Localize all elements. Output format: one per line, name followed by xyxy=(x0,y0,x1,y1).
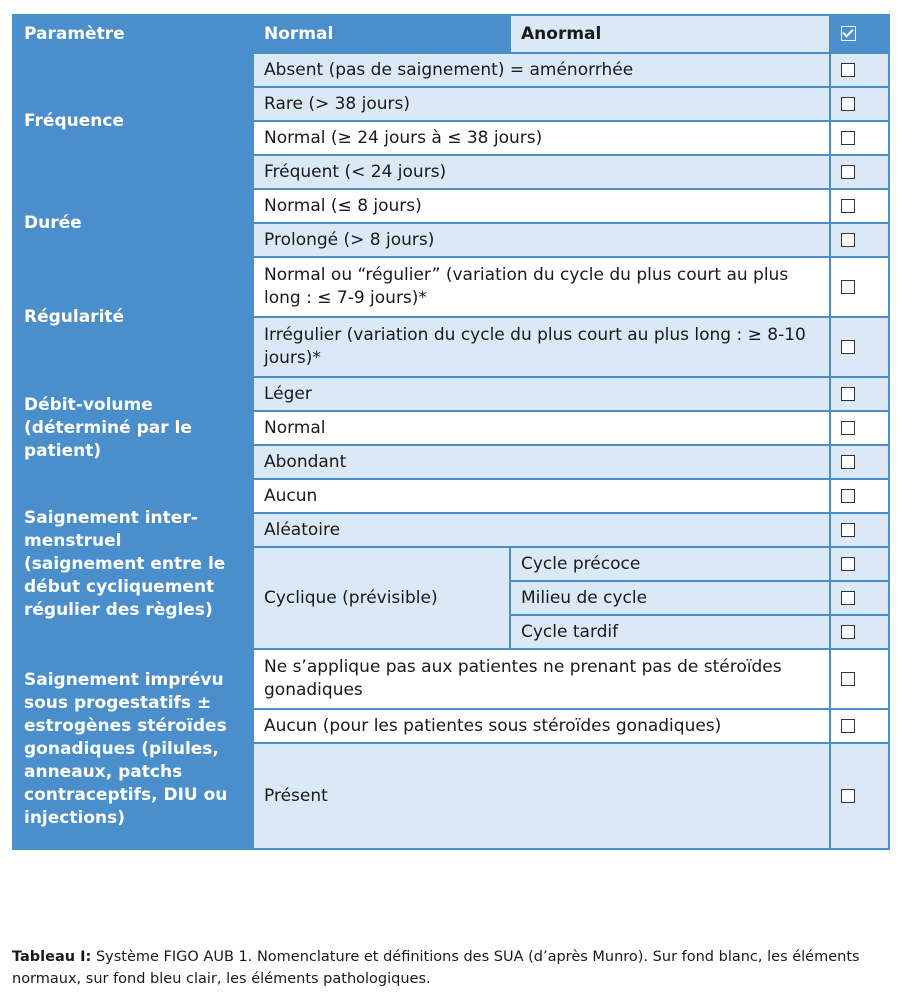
row-label: Normal (≤ 8 jours) xyxy=(253,189,830,223)
row-label: Prolongé (> 8 jours) xyxy=(253,223,830,257)
row-checkbox[interactable] xyxy=(830,155,889,189)
table-row xyxy=(13,479,889,513)
row-label: Ne s’applique pas aux patientes ne prenant pas de stéroïdes gonadiques xyxy=(253,649,830,709)
row-label: Irrégulier (variation du cycle du plus court au plus long : ≥ 8-10 jours)* xyxy=(253,317,830,377)
row-checkbox[interactable] xyxy=(830,189,889,223)
checkbox-icon xyxy=(841,672,855,686)
table-row xyxy=(13,257,889,317)
row-checkbox[interactable] xyxy=(830,743,889,849)
row-checkbox[interactable] xyxy=(830,513,889,547)
checkbox-icon xyxy=(841,625,855,639)
checkbox-icon xyxy=(841,340,855,354)
checkbox-icon xyxy=(841,523,855,537)
row-checkbox[interactable] xyxy=(830,317,889,377)
row-label: Normal (≥ 24 jours à ≤ 38 jours) xyxy=(253,121,830,155)
row-checkbox[interactable] xyxy=(830,411,889,445)
checkbox-icon xyxy=(841,557,855,571)
row-label: Aléatoire xyxy=(253,513,830,547)
checkbox-icon xyxy=(841,131,855,145)
checkbox-icon xyxy=(841,165,855,179)
row-label: Aucun (pour les patientes sous stéroïdes gonadiques) xyxy=(253,709,830,743)
header-anormal: Anormal xyxy=(510,15,830,53)
table-caption xyxy=(12,946,888,990)
row-label: Absent (pas de saignement) = aménorrhée xyxy=(253,53,830,87)
row-label: Normal xyxy=(253,411,830,445)
checkbox-icon xyxy=(841,199,855,213)
row-checkbox[interactable] xyxy=(830,709,889,743)
row-checkbox[interactable] xyxy=(830,581,889,615)
row-label: Léger xyxy=(253,377,830,411)
checkbox-icon xyxy=(841,455,855,469)
table-header-row xyxy=(13,15,889,53)
row-label: Présent xyxy=(253,743,830,849)
checkbox-icon xyxy=(841,63,855,77)
row-sublabel: Cycle tardif xyxy=(510,615,830,649)
row-label: Abondant xyxy=(253,445,830,479)
row-sublabel: Milieu de cycle xyxy=(510,581,830,615)
row-checkbox[interactable] xyxy=(830,53,889,87)
row-checkbox[interactable] xyxy=(830,223,889,257)
checkbox-icon xyxy=(841,789,855,803)
row-checkbox[interactable] xyxy=(830,257,889,317)
header-normal: Normal xyxy=(253,15,510,53)
checkbox-icon xyxy=(841,421,855,435)
checkbox-icon xyxy=(841,97,855,111)
row-checkbox[interactable] xyxy=(830,121,889,155)
row-checkbox[interactable] xyxy=(830,87,889,121)
row-checkbox[interactable] xyxy=(830,649,889,709)
row-checkbox[interactable] xyxy=(830,547,889,581)
figo-table xyxy=(12,14,890,850)
row-sublabel: Cycle précoce xyxy=(510,547,830,581)
param-regularite: Régularité xyxy=(13,257,253,377)
caption-text: Système FIGO AUB 1. Nomenclature et définitions des SUA (d’après Munro). Sur fond blanc, les éléments normaux, sur fond bleu clair, les éléments pathologiques. xyxy=(12,949,860,987)
table-row xyxy=(13,53,889,87)
header-parametre: Paramètre xyxy=(13,15,253,53)
checkbox-icon xyxy=(841,591,855,605)
param-duree: Durée xyxy=(13,189,253,257)
param-intermenstruel: Saignement inter-menstruel (saignement entre le début cycliquement régulier des règles) xyxy=(13,479,253,649)
row-label: Aucun xyxy=(253,479,830,513)
checkbox-icon xyxy=(841,280,855,294)
checkbox-icon xyxy=(841,719,855,733)
row-checkbox[interactable] xyxy=(830,479,889,513)
param-debit: Débit-volume (déterminé par le patient) xyxy=(13,377,253,479)
row-label-cyclique: Cyclique (prévisible) xyxy=(253,547,510,649)
table-row xyxy=(13,189,889,223)
row-checkbox[interactable] xyxy=(830,377,889,411)
row-checkbox[interactable] xyxy=(830,615,889,649)
table-row xyxy=(13,649,889,709)
row-label: Fréquent (< 24 jours) xyxy=(253,155,830,189)
param-imprevu: Saignement imprévu sous progestatifs ± estrogènes stéroïdes gonadiques (pilules, anneaux, patchs contraceptifs, DIU ou injections) xyxy=(13,649,253,849)
row-label: Rare (> 38 jours) xyxy=(253,87,830,121)
row-checkbox[interactable] xyxy=(830,445,889,479)
table-row xyxy=(13,377,889,411)
checkbox-icon xyxy=(841,233,855,247)
checkbox-icon xyxy=(841,489,855,503)
header-check xyxy=(830,15,889,53)
checked-box-icon xyxy=(841,26,856,41)
checkbox-icon xyxy=(841,387,855,401)
row-label: Normal ou “régulier” (variation du cycle du plus court au plus long : ≤ 7-9 jours)* xyxy=(253,257,830,317)
param-frequence: Fréquence xyxy=(13,53,253,189)
caption-label: Tableau I: xyxy=(12,949,92,965)
